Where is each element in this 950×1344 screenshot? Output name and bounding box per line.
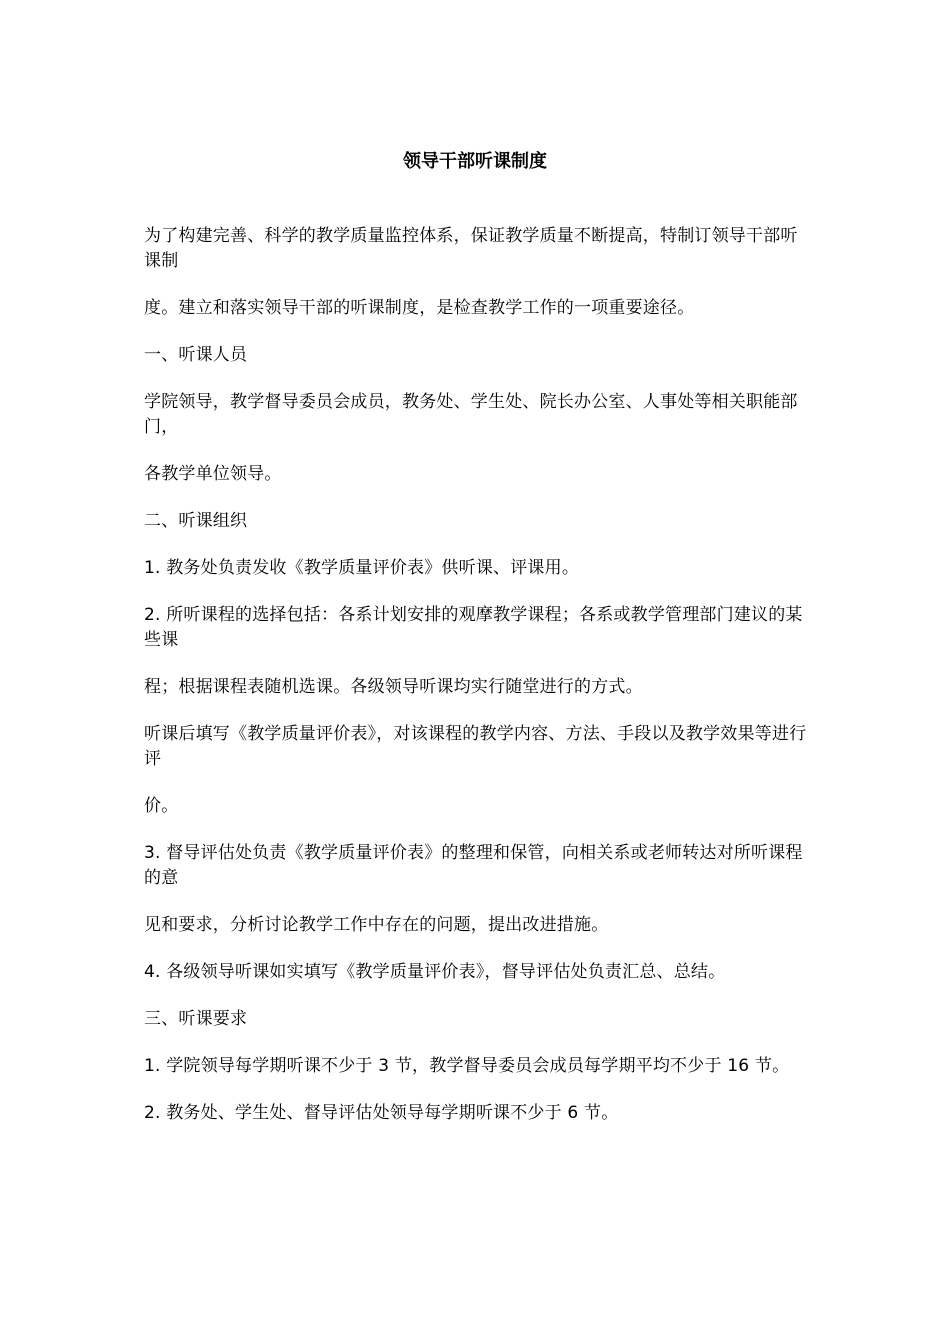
section-heading-1: 一、听课人员 [144, 345, 248, 365]
paragraph-intro-1: 为了构建完善、科学的教学质量监控体系，保证教学质量不断提高，特制订领导干部听课制 [144, 226, 798, 271]
paragraph-attendees-1: 学院领导，教学督导委员会成员，教务处、学生处、院长办公室、人事处等相关职能部门， [144, 392, 798, 437]
document-body [144, 224, 810, 1148]
list-item-org-3: 3. 督导评估处负责《教学质量评价表》的整理和保管，向相关系或老师转达对所听课程的意 [144, 843, 803, 888]
list-item-req-1: 1. 学院领导每学期听课不少于 3 节，教学督导委员会成员每学期平均不少于 16 节。 [144, 1056, 790, 1076]
paragraph-evaluation-2: 价。 [144, 796, 179, 816]
list-item-req-2: 2. 教务处、学生处、督导评估处领导每学期听课不少于 6 节。 [144, 1103, 619, 1123]
list-item-org-2-cont: 程；根据课程表随机选课。各级领导听课均实行随堂进行的方式。 [144, 677, 643, 697]
list-item-org-2: 2. 所听课程的选择包括：各系计划安排的观摩教学课程；各系或教学管理部门建议的某些课 [144, 605, 803, 650]
section-heading-2: 二、听课组织 [144, 511, 248, 531]
list-item-org-1: 1. 教务处负责发收《教学质量评价表》供听课、评课用。 [144, 558, 580, 578]
paragraph-evaluation-1: 听课后填写《教学质量评价表》，对该课程的教学内容、方法、手段以及教学效果等进行评 [144, 724, 807, 769]
paragraph-intro-2: 度。建立和落实领导干部的听课制度，是检查教学工作的一项重要途径。 [144, 298, 695, 318]
list-item-org-3-cont: 见和要求，分析讨论教学工作中存在的问题，提出改进措施。 [144, 915, 609, 935]
paragraph-attendees-2: 各教学单位领导。 [144, 464, 282, 484]
document-title: 领导干部听课制度 [403, 151, 547, 172]
list-item-org-4: 4. 各级领导听课如实填写《教学质量评价表》，督导评估处负责汇总、总结。 [144, 962, 726, 982]
section-heading-3: 三、听课要求 [144, 1009, 248, 1029]
